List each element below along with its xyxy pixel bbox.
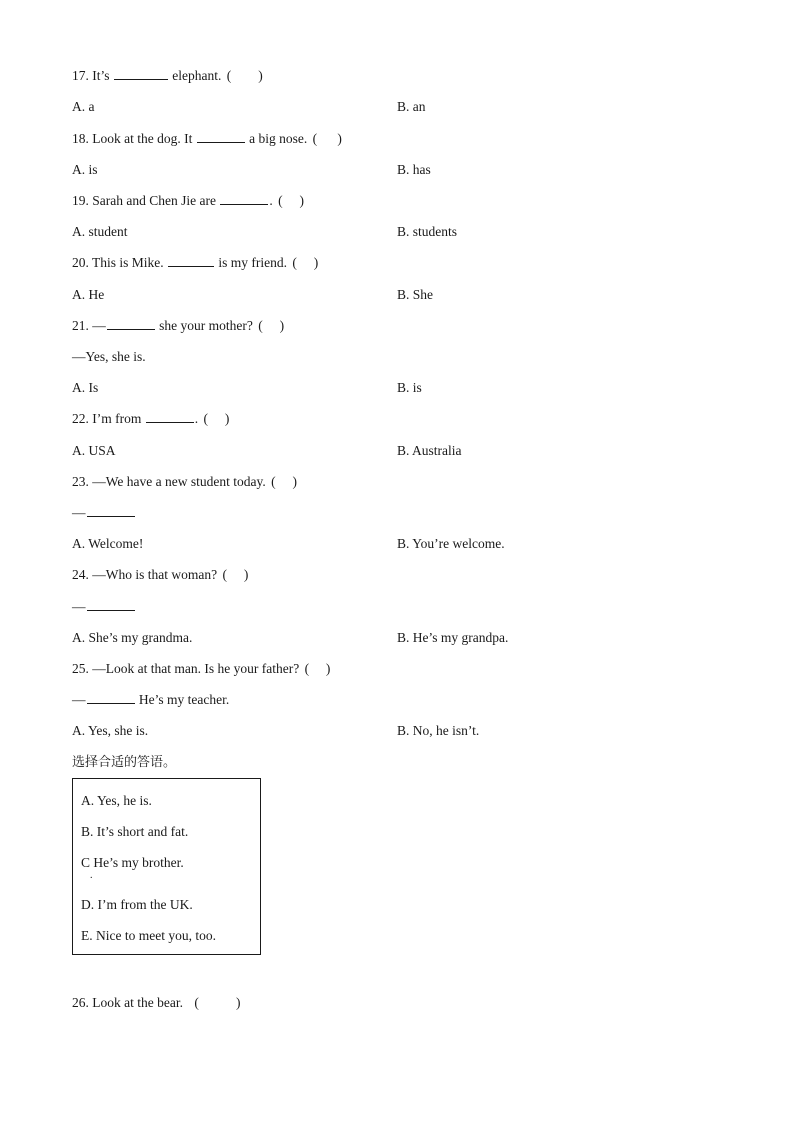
reply-line: —: [72, 504, 136, 522]
option-b[interactable]: B. Australia: [397, 443, 462, 458]
reply-line: — He’s my teacher.: [72, 692, 230, 707]
answer-parentheses[interactable]: ( ): [292, 255, 319, 270]
reply-line: —Yes, she is.: [72, 349, 146, 364]
question-18: 18. Look at the dog. It a big nose. ( ): [72, 131, 342, 146]
answer-blank[interactable]: [168, 254, 214, 267]
option-a[interactable]: A. a: [72, 99, 95, 114]
answer-blank[interactable]: [146, 410, 194, 423]
section-title: 选择合适的答语。: [72, 755, 177, 770]
question-25: 25. —Look at that man. Is he your father? ( ): [72, 661, 331, 676]
question-22: 22. I’m from . ( ): [72, 411, 230, 426]
answer-parentheses[interactable]: ( ): [271, 474, 297, 489]
option-b[interactable]: B. students: [397, 224, 458, 239]
option-a[interactable]: A. He: [72, 287, 105, 302]
answer-parentheses[interactable]: ( ): [194, 995, 241, 1010]
option-b[interactable]: B. He’s my grandpa.: [397, 630, 509, 645]
option-a[interactable]: A. Welcome!: [72, 536, 144, 551]
reply-line: —: [72, 598, 136, 616]
answer-blank[interactable]: [107, 317, 155, 330]
option-a[interactable]: A. student: [72, 224, 128, 239]
question-17: 17. It’s elephant. ( ): [72, 68, 263, 83]
answer-parentheses[interactable]: ( ): [312, 131, 342, 146]
box-option-b: B. It’s short and fat.: [81, 824, 189, 839]
box-option-c-dot: .: [90, 870, 93, 881]
answer-blank[interactable]: [220, 192, 268, 205]
question-23: 23. —We have a new student today. ( ): [72, 474, 297, 489]
answer-blank[interactable]: [114, 67, 168, 80]
answer-blank[interactable]: [87, 691, 135, 704]
answer-blank[interactable]: [87, 598, 135, 611]
option-b[interactable]: B. No, he isn’t.: [397, 723, 480, 738]
answer-parentheses[interactable]: ( ): [203, 411, 230, 426]
option-a[interactable]: A. is: [72, 162, 98, 177]
box-option-d: D. I’m from the UK.: [81, 897, 193, 912]
answer-parentheses[interactable]: ( ): [304, 661, 331, 676]
option-b[interactable]: B. You’re welcome.: [397, 536, 505, 551]
option-a[interactable]: A. USA: [72, 443, 116, 458]
answer-parentheses[interactable]: ( ): [226, 68, 263, 83]
option-b[interactable]: B. is: [397, 380, 422, 395]
answer-parentheses[interactable]: ( ): [222, 567, 249, 582]
question-24: 24. —Who is that woman? ( ): [72, 567, 249, 582]
box-option-e: E. Nice to meet you, too.: [81, 928, 216, 943]
option-b[interactable]: B. She: [397, 287, 434, 302]
answer-blank[interactable]: [87, 504, 135, 517]
box-option-c: C He’s my brother.: [81, 855, 184, 870]
question-19: 19. Sarah and Chen Jie are . ( ): [72, 193, 304, 208]
answer-options-box: [72, 778, 261, 955]
option-a[interactable]: A. She’s my grandma.: [72, 630, 193, 645]
question-20: 20. This is Mike. is my friend. ( ): [72, 255, 319, 270]
answer-blank[interactable]: [197, 130, 245, 143]
question-26: 26. Look at the bear. ( ): [72, 995, 241, 1010]
option-b[interactable]: B. has: [397, 162, 431, 177]
question-21: 21. — she your mother? ( ): [72, 318, 285, 333]
option-a[interactable]: A. Is: [72, 380, 99, 395]
option-b[interactable]: B. an: [397, 99, 426, 114]
answer-parentheses[interactable]: ( ): [258, 318, 285, 333]
answer-parentheses[interactable]: ( ): [278, 193, 304, 208]
box-option-a: A. Yes, he is.: [81, 793, 152, 808]
option-a[interactable]: A. Yes, she is.: [72, 723, 149, 738]
